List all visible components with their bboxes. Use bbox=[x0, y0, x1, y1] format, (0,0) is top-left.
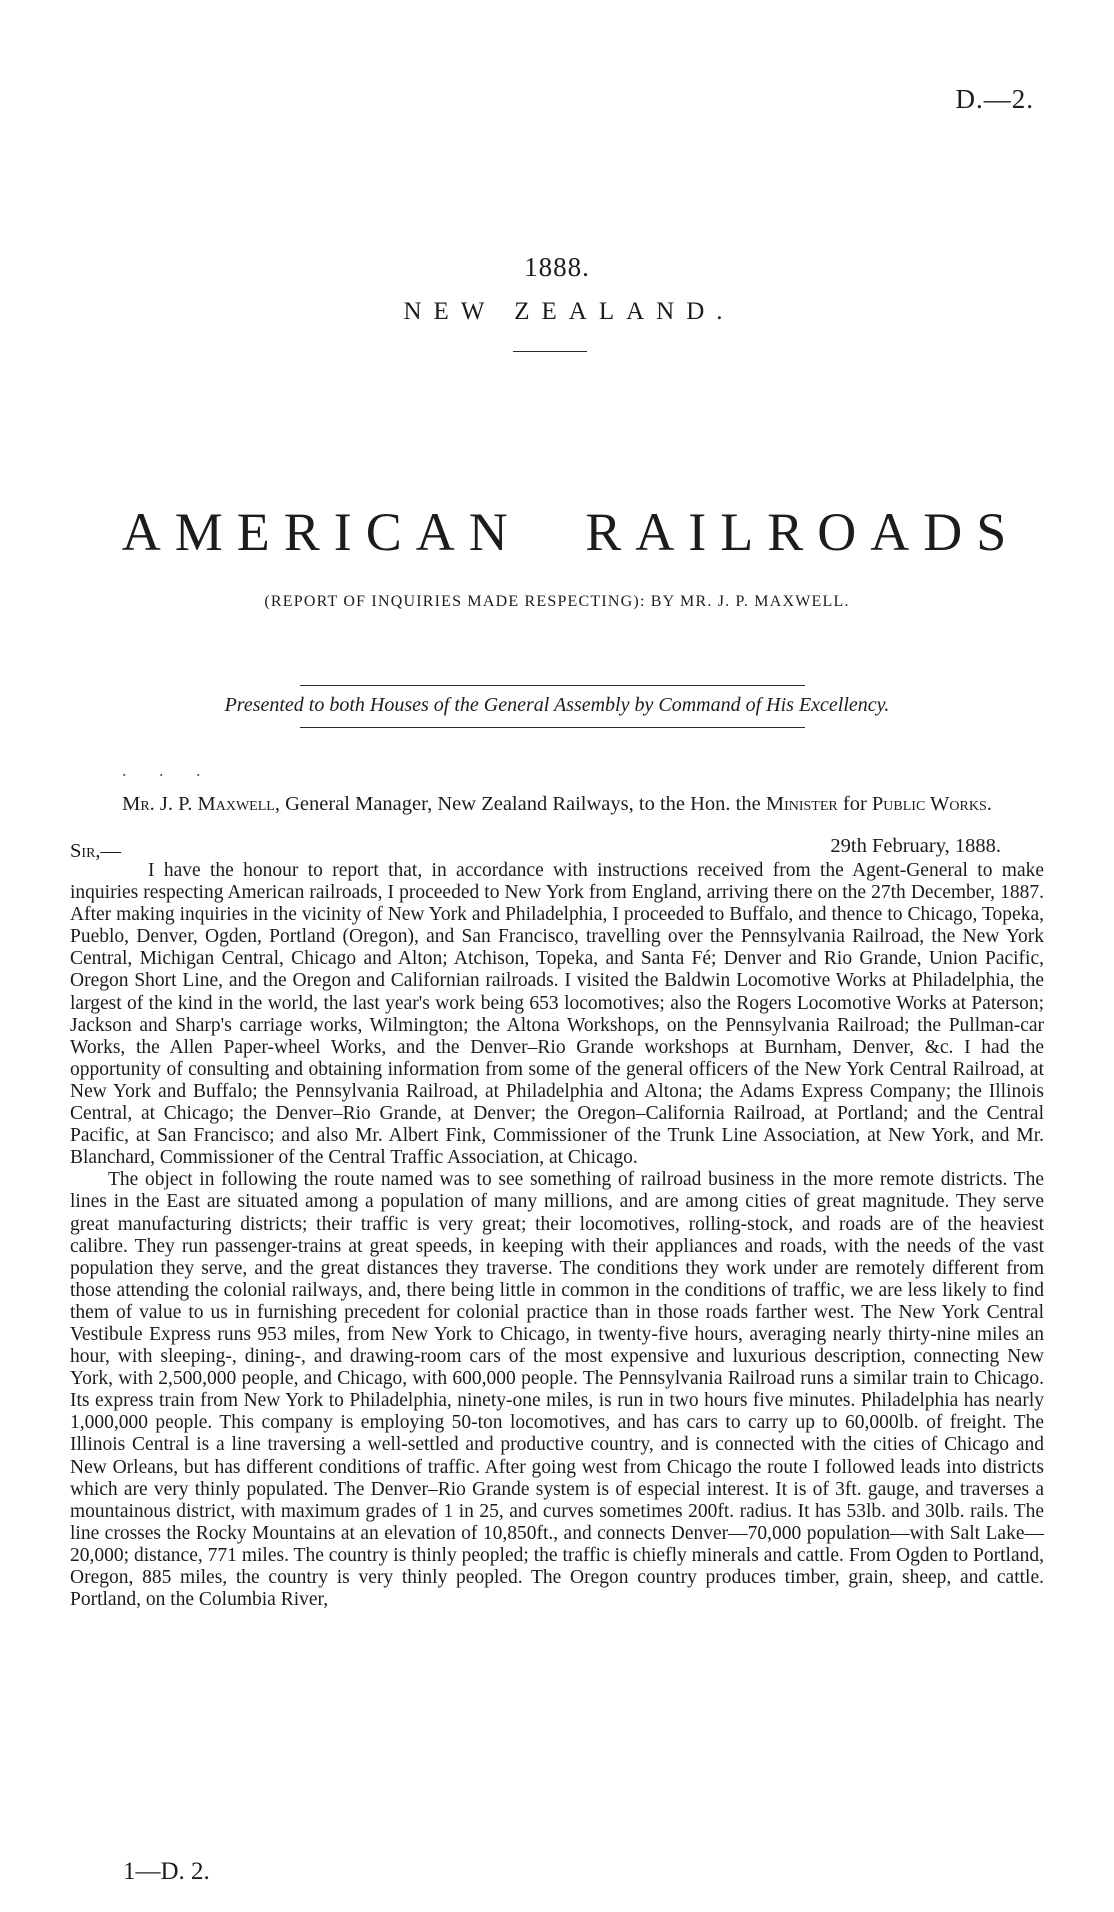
report-subtitle: (REPORT OF INQUIRIES MADE RESPECTING): BY MR. J. P. MAXWELL. bbox=[264, 593, 850, 610]
recipient-department: Public Works bbox=[871, 793, 987, 815]
letter-date: 29th February, 1888. bbox=[830, 835, 1001, 857]
publication-year: 1888. bbox=[524, 252, 590, 282]
paragraph-1: I have the honour to report that, in accordance with instructions received from the Agent-General to make inquiries respecting American railroads, I proceeded to New York from England, arriving there on the 27th December, 1887. After making inquiries in the vicinity of New York and Philadelphia, I proceeded to Buffalo, and thence to Chicago, Topeka, Pueblo, Denver, Ogden, Portland (Oregon), and San Francisco, travelling over the Pennsylvania Railroad, the New York Central, Michigan Central, Chicago and Alton; Atchison, Topeka, and Santa Fé; Denver and Rio Grande, Union Pacific, Oregon Short Line, and the Oregon and Californian railroads. I visited the Baldwin Locomotive Works at Philadelphia, the largest of the kind in the world, the last year's work being 653 locomotives; also the Rogers Locomotive Works at Paterson; Jackson and Sharp's carriage works, Wilmington; the Altona Workshops, on the Pennsylvania Railroad; the Pullman-car Works, the Allen Paper-wheel Works, and the Denver–Rio Grande workshops at Burnham, Denver, &c. I had the opportunity of consulting and obtaining information from some of the general officers of the New York Central Railroad, at New York and Buffalo; the Pennsylvania Railroad, at Philadelphia and Altona; the Adams Express Company; the Illinois Central, at Chicago; the Denver–Rio Grande, at Denver; the Oregon–California Railroad, at Portland; and the Central Pacific, at San Francisco; and also Mr. Albert Fink, Commissioner of the Trunk Line Association, at New York, and Mr. Blanchard, Commissioner of the Central Traffic Association, at Chicago. bbox=[70, 860, 1044, 1169]
address-end: . bbox=[986, 793, 992, 815]
salutation: Sir,— bbox=[70, 840, 122, 862]
dot-separator: . . . bbox=[122, 760, 215, 780]
letter-body bbox=[70, 860, 1044, 1611]
recipient-title: Minister bbox=[765, 793, 838, 815]
sender-name: Mr. J. P. Maxwell bbox=[122, 793, 275, 815]
address-connector: for bbox=[837, 793, 872, 815]
upper-divider bbox=[300, 685, 805, 686]
short-divider bbox=[513, 351, 587, 352]
sender-details: , General Manager, New Zealand Railways, to the Hon. the bbox=[274, 793, 766, 815]
address-line bbox=[70, 793, 1044, 815]
document-reference: D.—2. bbox=[955, 84, 1034, 114]
page-title: AMERICAN RAILROADS bbox=[121, 502, 1021, 562]
footer-reference: 1—D. 2. bbox=[123, 1858, 210, 1885]
country-heading: NEW ZEALAND. bbox=[403, 298, 735, 325]
presented-notice: Presented to both Houses of the General Assembly by Command of His Excellency. bbox=[224, 694, 890, 716]
lower-divider bbox=[300, 727, 805, 728]
paragraph-2: The object in following the route named was to see something of railroad business in the more remote districts. The lines in the East are situated among a population of many millions, and are among cities of great magnitude. They serve great manufacturing districts; their traffic is very great; their locomotives, rolling-stock, and roads are of the heaviest calibre. They run passenger-trains at great speeds, in keeping with their appliances and roads, with the needs of the vast population they serve, and the great distances they traverse. The conditions they work under are remotely different from those attending the colonial railways, and, there being little in common in the conditions of traffic, we are less likely to find them of value to us in furnishing precedent for colonial practice than in those roads farther west. The New York Central Vestibule Express runs 953 miles, from New York to Chicago, in twenty-five hours, averaging nearly thirty-nine miles an hour, with sleeping-, dining-, and drawing-room cars of the most expensive and luxurious description, connecting New York, with 2,500,000 people, and Chicago, with 600,000 people. The Pennsylvania Railroad runs a similar train to Chicago. Its express train from New York to Philadelphia, ninety-one miles, is run in two hours five minutes. Philadelphia has nearly 1,000,000 people. This company is employing 50-ton locomotives, and has cars to carry up to 60,000lb. of freight. The Illinois Central is a line traversing a well-settled and productive country, and is connected with the cities of Chicago and New Orleans, but has different conditions of traffic. After going west from Chicago the route I followed leads into districts which are very thinly populated. The Denver–Rio Grande system is of especial interest. It is of 3ft. gauge, and traverses a mountainous district, with maximum grades of 1 in 25, and curves sometimes 200ft. radius. It has 53lb. and 30lb. rails. The line crosses the Rocky Mountains at an elevation of 10,850ft., and connects Denver—70,000 population—with Salt Lake—20,000; distance, 771 miles. The country is thinly peopled; the traffic is chiefly minerals and cattle. From Ogden to Portland, Oregon, 885 miles, the country is very thinly peopled. The Oregon country produces timber, grain, sheep, and cattle. Portland, on the Columbia River, bbox=[70, 1169, 1044, 1611]
